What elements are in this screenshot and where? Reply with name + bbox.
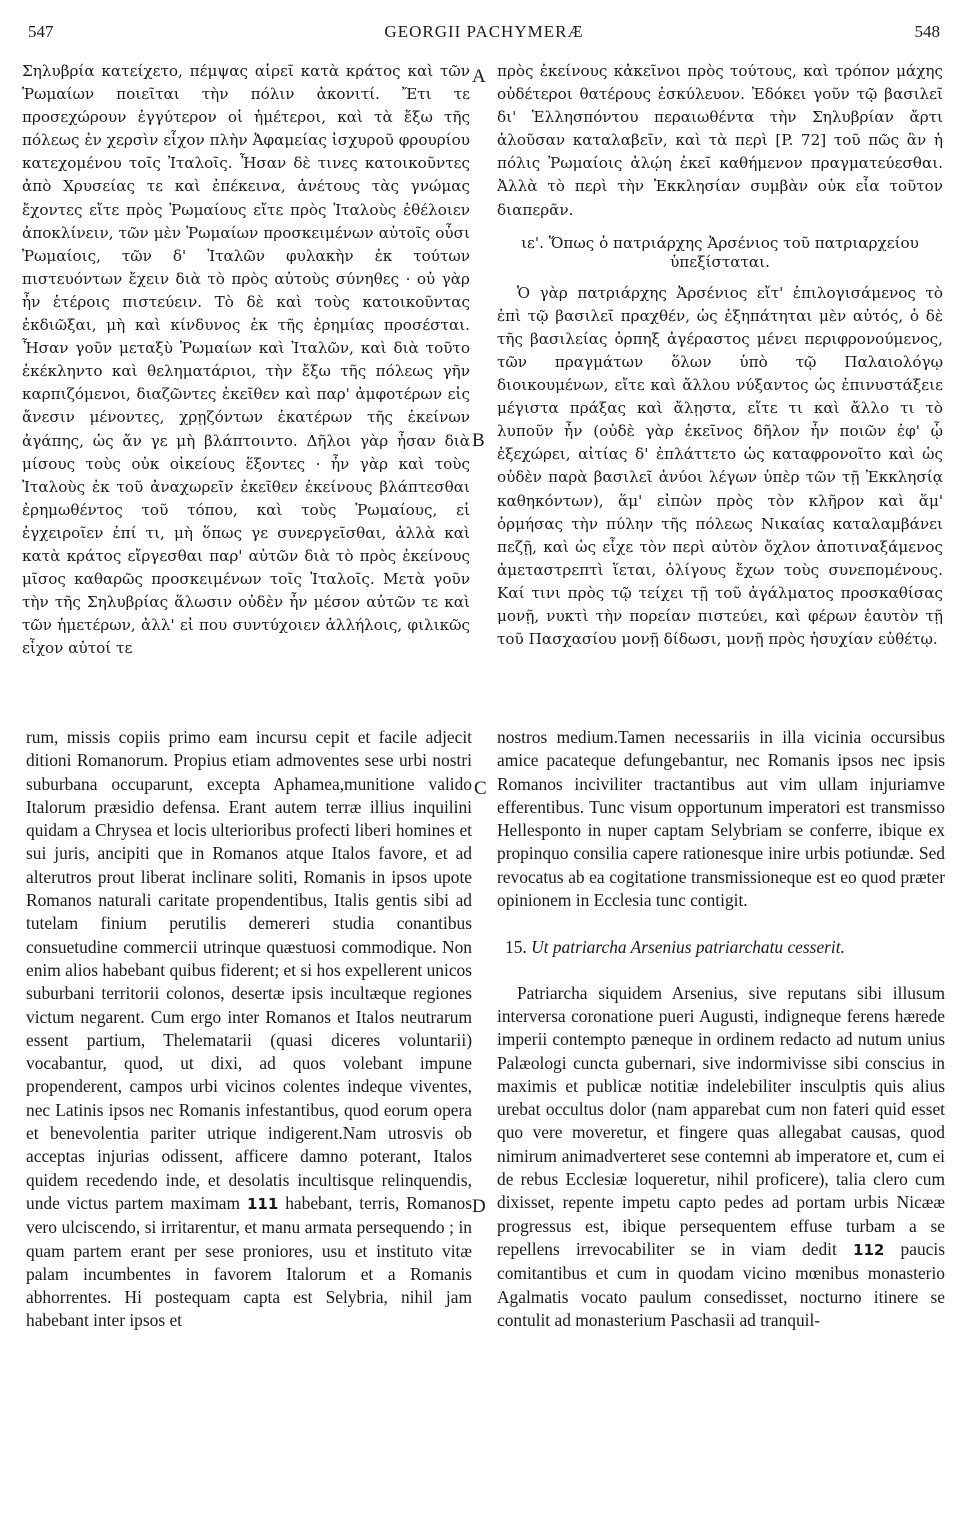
- latin-text-left-a: rum, missis copiis primo eam incursu cepit et facile adjecit ditioni Romanorum. Propius etiam admoventes sese urbi nostri suburbana occuparunt, excepta Aphamea,munitione valido Italorum præsidio defensa. Erant autem terræ illius inquilini quidam a Chrysea et locis ulterioribus profecti liberi homines et sui juris, ancipiti que in Romanos atque Italos favore, et ad alterutros prout liberat inclinare soliti, Romanis in ipsos upote Romanos naturali caritate propendentibus, Italis gentis sibi ad tutelam finium perutilis demereri studia conantibus consuetudine commercii utrinque quæstuosi commodique. Non enim alios habebant quibus fiderent; et si hos expellerent unicos suburbani territorii colonos, desertæ ipsis incultæque regiones victum negarent. Cum ergo inter Romanos et Italos neutrarum essent partium, Thelematarii (quasi diceres voluntarii) vocabantur, quod, ut dixi, ad quos volebant impune propenderent, campos urbi vicinos colentes indeque viventes, nec Latinis ipsos nec Romanis infestantibus, quod eorum opera et benevolentia pariter utrique indigerent.Nam utrosvis ob acceptas injurias odissent, afficere damno poterant, Italos quidem recedendo inde, et desolatis incultisque relinquendis, unde victus partem maximam: [26, 727, 472, 1213]
- latin-section-title: Ut patriarcha Arsenius patriarchatu cesserit.: [531, 937, 845, 958]
- latin-text-right-2b: paucis comitantibus et cum in quodam vicino mœnibus monasterio Agalmatis vocato paulum consedisset, nocturno itinere se contulit ad monasterium Paschasii ad tranquil-: [497, 1238, 945, 1330]
- latin-column-left: [26, 726, 472, 1516]
- latin-text-left: [26, 726, 472, 1333]
- greek-text-left: Σηλυβρία κατείχετο, πέμψας αἱρεῖ κατὰ κράτος καὶ τῶν Ῥωμαίων ποιεῖται τὴν πόλιν ἀκονιτί. Ἔτι τε προσεχώρουν ἐγγύτερον οἱ ἡμέτεροι, καὶ τὰ ἔξω τῆς πόλεως ἐν χερσὶν εἶχον πλὴν Ἀφαμείας ἰσχυροῦ φρουρίου κατεχομένου τοῖς Ἰταλοῖς. Ἦσαν δὲ τινες κατοικοῦντες ἀπὸ Χρυσείας τε καὶ ἐπέκεινα, ἀνέτους τὰς γνώμας ἔχοντες εἴτε πρὸς Ῥωμαίους εἴτε πρὸς Ἰταλοὺς ἐθέλοιεν ἀποκλίνειν, τῶν μὲν Ῥωμαίων προσκειμένων αὐτοῖς οὖσι Ῥωμαίοις, τῶν δ' Ἰταλῶν φυλακὴν ἐκ τούτων πιστευόντων ἔχειν διὰ τὸ πρὸς αὐτοὺς σύνηθες · οὐ γὰρ ἦν ἑτέροις πιστεύειν. Τὸ δὲ καὶ τοὺς κατοικοῦντας ἐκδιῶξαι, μὴ καὶ κίνδυνος ἐκ τῆς ἐρημίας προσέσται. Ἦσαν γοῦν μεταξὺ Ῥωμαίων καὶ Ἰταλῶν, καὶ διὰ τοῦτο ἐκέκληντο καὶ θεληματάριοι, τὴν ἔξω τῆς πόλεως γῆν καρπιζόμενοι, διαζῶντες ἐκεῖθεν καὶ παρ' ἀμφοτέρων εἰς ἄνεσιν μένοντες, χρῃζόντων ἑκατέρων τῆς ἐκείνων ἀγάπης, ὡς ἄν γε μὴ βλάπτοιντο. Δῆλοι γὰρ ἦσαν διὰ μίσους τοὺς οὐκ οἰκείους ἕξοντες · ἦν γὰρ καὶ τοὺς Ἰταλοὺς ἐκ τοῦ ἀναχωρεῖν ἐκεῖθεν ἐκείνους βλάπτεσθαι ἐρημωθέντος τοῦ τόπου, καὶ τοὺς Ῥωμαίους, εἰ ἐγχειροῖεν ἐπί τι, μὴ ὅπως γε συνεργεῖσθαι, ἀλλὰ καὶ κατὰ κράτος εἴργεσθαι παρ' αὐτῶν διὰ τὸ πρὸς ἐκείνους μῖσος καθαρῶς προσκειμένων τοῖς Ἰταλοῖς. Μετὰ γοῦν τὴν τῆς Σηλυβρίας ἅλωσιν οὐδὲν ἦν μέσον αὐτῶν τε καὶ τῶν ἡμετέρων, ἀλλ' εἰ που συντύχοιεν ἀλλήλοις, φιλικῶς εἶχον αὐτοί τε: [22, 62, 470, 658]
- greek-column-right: [497, 60, 943, 706]
- page-number-right: 548: [914, 22, 940, 41]
- margin-marker-a: A: [472, 66, 486, 87]
- latin-text-right-2a: Patriarcha siquidem Arsenius, sive reputans sibi illusum interversa coronatione pueri Augusti, indigneque ferens hærede imperii contempto pæneque in ordinem redacto ad nutum unius Palæologi cuncta gubernari, sive indormivisse sibi conscius in maximis et publicæ notitiæ indelebiliter insculptis quis alius urebat occultus dolor (nam apparebat cum non fateri quid esset quo vere moveretur, et fingere quas allegabat causas, quod nimirum animadverteret sese contemni ab imperatore et, cum ei de rebus Ecclesiæ loqueretur, nihil proficere), talia clero cum dixisset, repente impetu capto pedes ad portam urbis Nicææ progressus est, ibique persequentem effuse turbam a se repellens irrevocabiliter se in viam dedit: [497, 982, 945, 1259]
- latin-text-right-1: nostros medium.Tamen necessariis in illa vicinia occursibus amice pacateque defungebantur, nec Romanis ipsos nec ipsis Romanos inciviliter tractantibus aut vim ullam injuriamve efferentibus. Tunc visum opportunum imperatori est transmisso Hellesponto in nuper captam Selybriam se conferre, ibique ex propinquo consilia capere rationesque inire urbis potiundæ. Sed revocatus ab ea cogitatione transmissioneque est eo quod præter opinionem in Ecclesia tunc contigit.: [497, 727, 945, 911]
- reference-number-111: 111: [246, 1194, 279, 1213]
- margin-marker-d: D: [472, 1196, 486, 1217]
- latin-column-right: [497, 726, 945, 1516]
- margin-marker-c: C: [474, 778, 487, 799]
- latin-section-heading: [497, 936, 945, 959]
- margin-marker-b: B: [472, 430, 485, 451]
- latin-section-number: 15.: [505, 937, 527, 958]
- latin-text-left-b: habebant, terris, Romanos vero ulciscendo, si irritarentur, et manu armata persequendo ; in quam partem erant per sese proniores, usu et instituto vitæ palam incumbentes in favorem Italorum et a Romanis abhorrentes. Hi postequam capta est Selybria, nihil jam habebant inter ipsos et: [26, 1192, 472, 1331]
- latin-text-right-2: [497, 982, 945, 1332]
- greek-text-right-2: Ὁ γὰρ πατριάρχης Ἀρσένιος εἴτ' ἐπιλογισάμενος τὸ ἐπὶ τῷ βασιλεῖ πραχθέν, ὡς ἐξηπάτηται μὲν αὐτός, ὁ δὲ τῆς βασιλείας ὀρπηξ ἀγέραστος μένει περιφρονούμενος, τῶν πραγμάτων ὅλων ὑπὸ τῷ Παλαιολόγῳ διοικουμένων, εἴτε καὶ ἄλλου νύξαντος ὡς ἐπινυστάξειε μέγιστα πράξας καὶ ἄλῃστα, εἴτε τι καὶ ἄλλο τι τὸ λυποῦν ἦν (οὐδὲ γὰρ ἐκεῖνος δῆλον ἦν ποιῶν ἐφ' ᾧ ἐξεχώρει, αἰτίας δ' ἐπλάττετο ὡς καταφρονοῖτο καὶ ὡς οὐδὲν παρὰ βασιλεῖ ἀνύοι λέγων ὑπὲρ τῶν τῇ Ἐκκλησίᾳ καθηκόντων), ἅμ' εἰπὼν πρὸς τὸν κλῆρον καὶ ἅμ' ὁρμήσας τὴν πύλην τῆς πόλεως Νικαίας καταλαμβάνει πεζῇ, καὶ ὡς εἶχε τὸν περὶ αὐτὸν ὄχλον ἀποτιναξάμενος ἀμεταστρεπτὶ ἵεται, ὀλίγους ἔχων τοὺς συνεπομένους. Καί τινι πρὸς τῷ τείχει τῇ τοῦ ἀγάλματος προσκαθίσας μονῇ, νυκτὶ τὴν πορείαν πιστεύει, καὶ φέρων ἑαυτὸν τῇ τοῦ Πασχασίου μονῇ δίδωσι, μονῇ πρὸς ἡσυχίαν εὐθέτῳ.: [497, 283, 943, 649]
- greek-text-right-1: πρὸς ἐκείνους κἀκεῖνοι πρὸς τούτους, καὶ τρόπον μάχης οὐδέτεροι θατέρους ἐσκύλευον. Ἐδόκει γοῦν τῷ βασιλεῖ δι' Ἑλλησπόντου περαιωθέντα τὴν Σηλυβρίαν ἄρτι ἁλοῦσαν καταλαβεῖν, καὶ τὰ περὶ [P. 72] τοῦ πῶς ἂν ἡ πόλις Ῥωμαίοις ἁλῴη ἐκεῖ καθήμενον πραγματεύεσθαι. Ἀλλὰ τὸ περὶ τὴν Ἐκκλησίαν συμβὰν οὐκ εἶα τοῦτον διαπερᾶν.: [497, 62, 943, 219]
- running-title: GEORGII PACHYMERÆ: [384, 22, 584, 41]
- reference-number-112: 112: [853, 1240, 885, 1259]
- greek-section-heading: ιε'. Ὅπως ὁ πατριάρχης Ἀρσένιος τοῦ πατριαρχείου ὑπεξίσταται.: [521, 233, 919, 271]
- greek-column-left: [22, 60, 470, 706]
- page-number-left: 547: [28, 22, 54, 41]
- running-header: [28, 22, 940, 56]
